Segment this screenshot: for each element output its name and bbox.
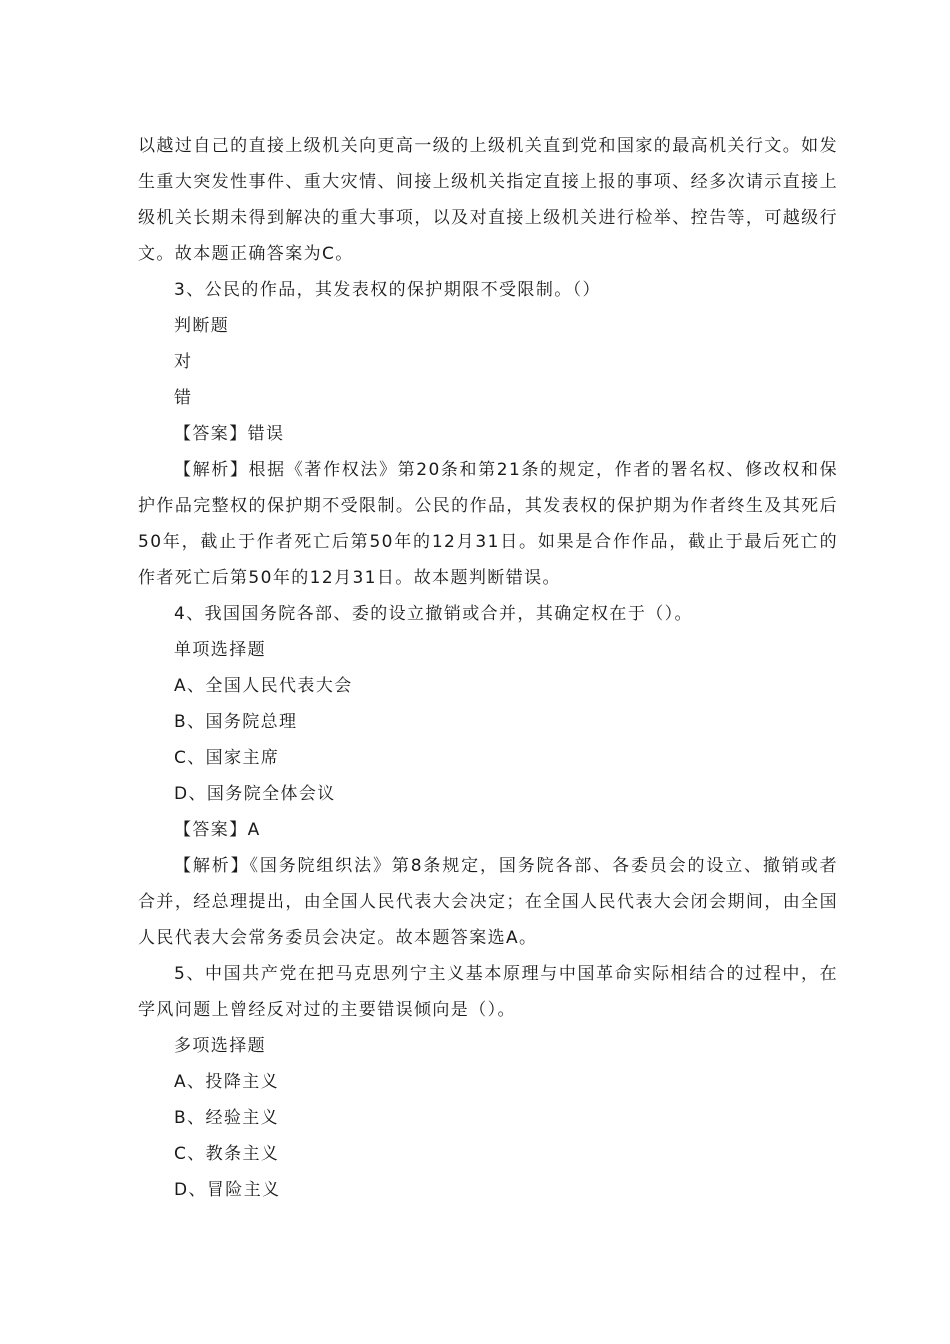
- question-4-option-a: A、全国人民代表大会: [174, 676, 353, 696]
- previous-analysis-continuation: 以越过自己的直接上级机关向更高一级的上级机关直到党和国家的最高机关行文。如发生重大突发性事件、重大灾情、间接上级机关指定直接上报的事项、经多次请示直接上级机关长期未得到解决的重大事项，以及对直接上级机关进行检举、控告等，可越级行文。故本题正确答案为C。: [138, 136, 838, 264]
- question-3-answer: 【答案】错误: [174, 424, 285, 444]
- question-5-option-b: B、经验主义: [174, 1108, 280, 1128]
- question-4-option-c: C、国家主席: [174, 748, 280, 768]
- question-4-answer: 【答案】A: [174, 820, 261, 840]
- question-5-text: 5、中国共产党在把马克思列宁主义基本原理与中国革命实际相结合的过程中，在学风问题上曾经反对过的主要错误倾向是（）。: [138, 964, 838, 1020]
- question-4-type: 单项选择题: [174, 640, 266, 660]
- question-4-text: 4、我国国务院各部、委的设立撤销或合并，其确定权在于（）。: [174, 604, 693, 624]
- question-4-option-b: B、国务院总理: [174, 712, 298, 732]
- question-3-type: 判断题: [174, 316, 230, 336]
- question-3-option-false: 错: [174, 388, 193, 408]
- question-3-option-true: 对: [174, 352, 193, 372]
- question-4-option-d: D、国务院全体会议: [174, 784, 336, 804]
- question-3-analysis: 【解析】根据《著作权法》第20条和第21条的规定，作者的署名权、修改权和保护作品完整权的保护期不受限制。公民的作品，其发表权的保护期为作者终生及其死后50年，截止于作者死亡后第50年的12月31日。如果是合作作品，截止于最后死亡的作者死亡后第50年的12月31日。故本题判断错误。: [138, 460, 838, 588]
- question-4-analysis: 【解析】《国务院组织法》第8条规定，国务院各部、各委员会的设立、撤销或者合并，经总理提出，由全国人民代表大会决定；在全国人民代表大会闭会期间，由全国人民代表大会常务委员会决定。故本题答案选A。: [138, 856, 838, 948]
- question-5-option-a: A、投降主义: [174, 1072, 280, 1092]
- question-5-type: 多项选择题: [174, 1036, 266, 1056]
- question-3-text: 3、公民的作品，其发表权的保护期限不受限制。（）: [174, 280, 601, 300]
- question-5-option-d: D、冒险主义: [174, 1180, 281, 1200]
- question-5-option-c: C、教条主义: [174, 1144, 280, 1164]
- document-page: [138, 128, 838, 1208]
